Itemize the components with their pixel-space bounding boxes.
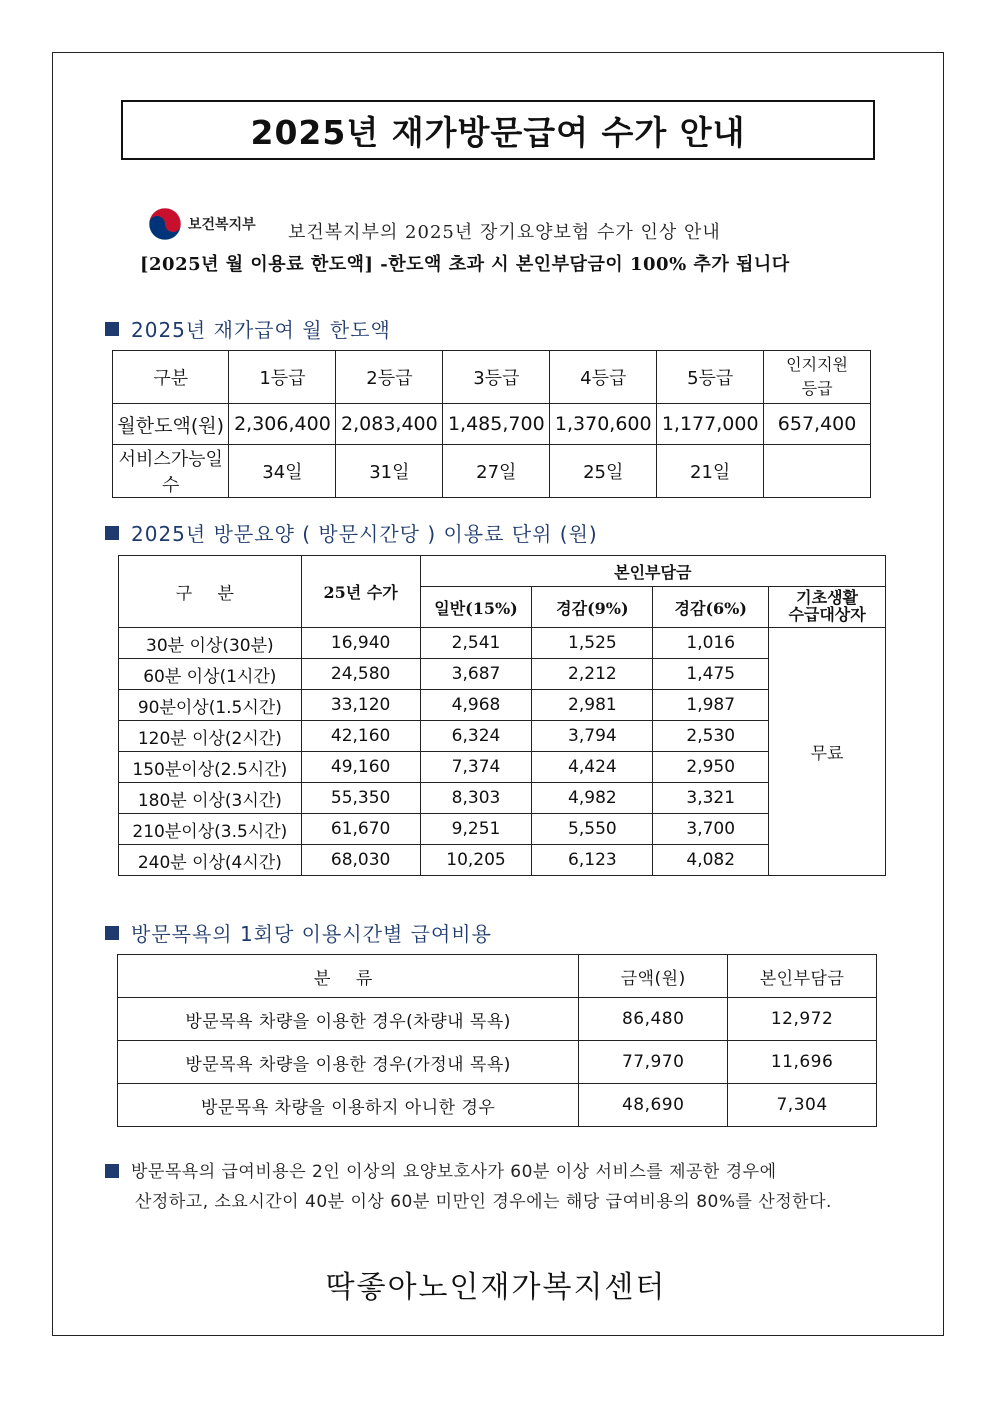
table-cell: 2,530 [653, 721, 769, 752]
table-cell: 42,160 [301, 721, 420, 752]
table-cell: 6,324 [420, 721, 532, 752]
row-label: 서비스가능일수 [113, 445, 229, 498]
table-row [113, 404, 871, 445]
header-cell: 구분 [113, 351, 229, 404]
row-label: 150분이상(2.5시간) [119, 752, 302, 783]
header-cell: 2등급 [336, 351, 443, 404]
table-cell: 1,370,600 [550, 404, 657, 445]
header-cell: 5등급 [657, 351, 764, 404]
table-cell: 6,123 [532, 845, 653, 876]
row-label: 방문목욕 차량을 이용하지 아니한 경우 [118, 1084, 579, 1127]
table-cell: 8,303 [420, 783, 532, 814]
square-bullet-icon [105, 322, 119, 336]
table-cell: 21일 [657, 445, 764, 498]
table-cell: 3,794 [532, 721, 653, 752]
footnote-line: 방문목욕의 급여비용은 2인 이상의 요양보호사가 60분 이상 서비스를 제공한 경우에 [131, 1162, 777, 1182]
table-cell: 4,424 [532, 752, 653, 783]
table-cell: 2,981 [532, 690, 653, 721]
row-label: 방문목욕 차량을 이용한 경우(가정내 목욕) [118, 1041, 579, 1084]
table-header-row [119, 556, 886, 587]
table-cell: 49,160 [301, 752, 420, 783]
table-cell: 3,321 [653, 783, 769, 814]
table-cell: 3,687 [420, 659, 532, 690]
table-cell: 33,120 [301, 690, 420, 721]
table-cell: 4,982 [532, 783, 653, 814]
table-cell: 5,550 [532, 814, 653, 845]
header-cell: 4등급 [550, 351, 657, 404]
notice-limit-warning: [2025년 월 이용료 한도액] -한도액 초과 시 본인부담금이 100% 추가 됩니다 [140, 254, 790, 275]
table-cell: 4,968 [420, 690, 532, 721]
table-cell: 68,030 [301, 845, 420, 876]
header-cell: 본인부담금 [420, 556, 885, 587]
header-cell: 본인부담금 [728, 955, 877, 998]
table-cell: 657,400 [764, 404, 871, 445]
square-bullet-icon [105, 926, 119, 940]
ministry-logo [148, 207, 256, 241]
table-cell: 7,374 [420, 752, 532, 783]
section3-heading-text: 방문목욕의 1회당 이용시간별 급여비용 [131, 922, 492, 946]
header-cell: 25년 수가 [301, 556, 420, 628]
free-cell: 무료 [769, 628, 886, 876]
row-label: 180분 이상(3시간) [119, 783, 302, 814]
bathing-fee-table [117, 954, 877, 1127]
header-cell: 경감(9%) [532, 587, 653, 628]
table-cell: 77,970 [579, 1041, 728, 1084]
table-cell: 27일 [443, 445, 550, 498]
table-cell: 1,177,000 [657, 404, 764, 445]
table-cell: 7,304 [728, 1084, 877, 1127]
table-cell: 2,306,400 [229, 404, 336, 445]
square-bullet-icon [105, 1164, 119, 1178]
table-cell: 61,670 [301, 814, 420, 845]
row-label: 240분 이상(4시간) [119, 845, 302, 876]
table-cell: 4,082 [653, 845, 769, 876]
footnote-line: 산정하고, 소요시간이 40분 이상 60분 미만인 경우에는 해당 급여비용의 80%를 산정한다. [135, 1192, 832, 1212]
table-cell: 31일 [336, 445, 443, 498]
table-cell: 1,475 [653, 659, 769, 690]
table-row [118, 1084, 877, 1127]
row-label: 210분이상(3.5시간) [119, 814, 302, 845]
row-label: 방문목욕 차량을 이용한 경우(차량내 목욕) [118, 998, 579, 1041]
table-cell: 3,700 [653, 814, 769, 845]
row-label: 월한도액(원) [113, 404, 229, 445]
table-cell: 2,950 [653, 752, 769, 783]
header-cell: 3등급 [443, 351, 550, 404]
ministry-logo-text: 보건복지부 [188, 217, 256, 233]
row-label: 30분 이상(30분) [119, 628, 302, 659]
table-cell: 55,350 [301, 783, 420, 814]
table-cell: 25일 [550, 445, 657, 498]
table-cell: 9,251 [420, 814, 532, 845]
section2-heading-text: 2025년 방문요양 ( 방문시간당 ) 이용료 단위 (원) [131, 522, 598, 546]
table-cell: 2,212 [532, 659, 653, 690]
square-bullet-icon [105, 526, 119, 540]
table-cell: 2,083,400 [336, 404, 443, 445]
table-cell: 34일 [229, 445, 336, 498]
section1-heading-text: 2025년 재가급여 월 한도액 [131, 318, 391, 342]
header-cell: 경감(6%) [653, 587, 769, 628]
row-label: 90분이상(1.5시간) [119, 690, 302, 721]
visit-care-fee-table [118, 555, 886, 876]
table-row [113, 445, 871, 498]
organization-name: 딱좋아노인재가복지센터 [325, 1270, 667, 1305]
table-header-row [118, 955, 877, 998]
table-cell: 10,205 [420, 845, 532, 876]
table-header-row [113, 351, 871, 404]
table-cell [764, 445, 871, 498]
table-row [118, 1041, 877, 1084]
taegeuk-logo-icon [148, 207, 182, 241]
section2-heading [105, 518, 598, 547]
notice-line: 보건복지부의 2025년 장기요양보험 수가 인상 안내 [288, 222, 721, 243]
table-cell: 12,972 [728, 998, 877, 1041]
header-cell: 구 분 [119, 556, 302, 628]
header-cell: 인지지원 등급 [764, 351, 871, 404]
table-cell: 16,940 [301, 628, 420, 659]
table-cell: 2,541 [420, 628, 532, 659]
page-title: 2025년 재가방문급여 수가 안내 [121, 100, 875, 160]
table-row [118, 998, 877, 1041]
table-cell: 1,485,700 [443, 404, 550, 445]
header-cell: 일반(15%) [420, 587, 532, 628]
table-cell: 11,696 [728, 1041, 877, 1084]
table-cell: 24,580 [301, 659, 420, 690]
table-row [119, 628, 886, 659]
header-cell: 기초생활 수급대상자 [769, 587, 886, 628]
table-cell: 86,480 [579, 998, 728, 1041]
header-cell: 1등급 [229, 351, 336, 404]
header-cell: 금액(원) [579, 955, 728, 998]
table-cell: 1,987 [653, 690, 769, 721]
section3-heading [105, 918, 492, 947]
table-cell: 1,525 [532, 628, 653, 659]
table-cell: 1,016 [653, 628, 769, 659]
section1-heading [105, 314, 391, 343]
table-cell: 48,690 [579, 1084, 728, 1127]
row-label: 120분 이상(2시간) [119, 721, 302, 752]
bathing-footnote [105, 1157, 832, 1217]
monthly-limit-table [112, 350, 871, 498]
header-cell: 분 류 [118, 955, 579, 998]
row-label: 60분 이상(1시간) [119, 659, 302, 690]
